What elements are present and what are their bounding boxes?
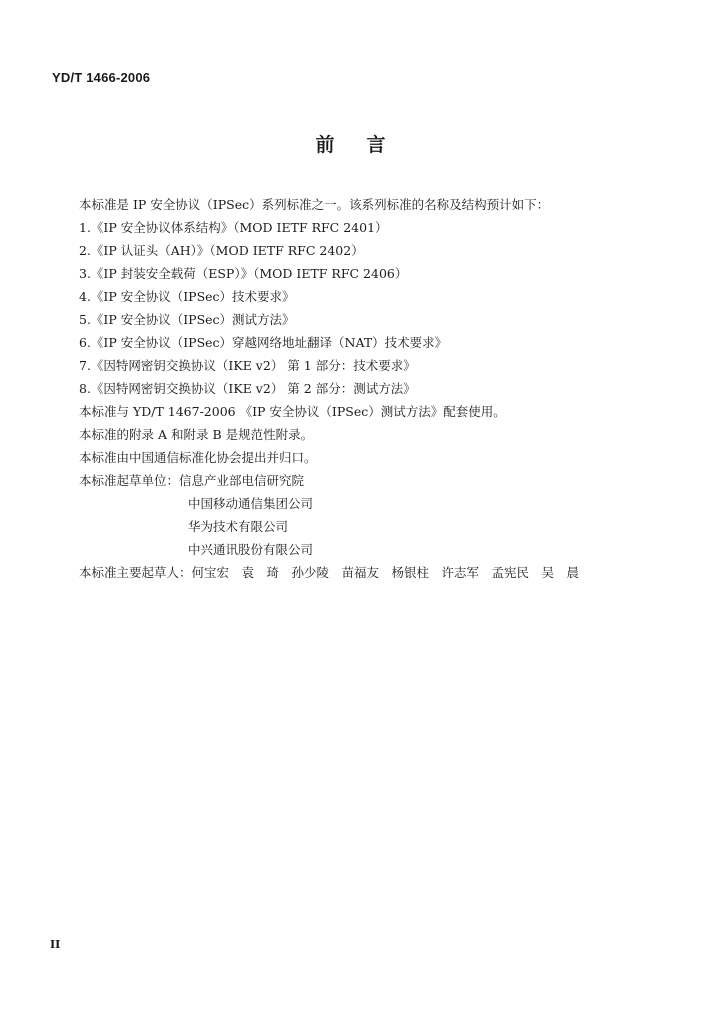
intro-line: 本标准是 IP 安全协议（IPSec）系列标准之一。该系列标准的名称及结构预计如下： — [79, 197, 550, 212]
page-title: 前言 — [315, 134, 418, 156]
drafting-unit: 中兴通讯股份有限公司 — [188, 542, 314, 557]
series-item-5: 5.《IP 安全协议（IPSec）测试方法》 — [79, 312, 295, 327]
drafting-units-line: 本标准起草单位：信息产业部电信研究院 — [79, 473, 305, 488]
drafting-unit: 华为技术有限公司 — [188, 519, 289, 534]
series-item-4: 4.《IP 安全协议（IPSec）技术要求》 — [79, 289, 295, 304]
series-item-3: 3.《IP 封装安全载荷（ESP）》（MOD IETF RFC 2406） — [79, 266, 408, 281]
series-item-7: 7.《因特网密钥交换协议（IKE v2） 第 1 部分：技术要求》 — [79, 358, 416, 373]
series-item-8: 8.《因特网密钥交换协议（IKE v2） 第 2 部分：测试方法》 — [79, 381, 416, 396]
proposer-line: 本标准由中国通信标准化协会提出并归口。 — [79, 450, 317, 465]
page-number: II — [50, 938, 61, 951]
series-item-6: 6.《IP 安全协议（IPSec）穿越网络地址翻译（NAT）技术要求》 — [79, 335, 448, 350]
foreword-body — [79, 193, 659, 584]
series-item-2: 2.《IP 认证头（AH）》（MOD IETF RFC 2402） — [79, 243, 364, 258]
series-item-1: 1.《IP 安全协议体系结构》（MOD IETF RFC 2401） — [79, 220, 388, 235]
annex-line: 本标准的附录 A 和附录 B 是规范性附录。 — [79, 427, 314, 442]
drafters-line: 本标准主要起草人：何宝宏 袁 琦 孙少陵 苗福友 杨银柱 许志军 孟宪民 吴 晨 — [79, 565, 580, 580]
companion-standard-line: 本标准与 YD/T 1467-2006 《IP 安全协议（IPSec）测试方法》配套使用。 — [79, 404, 506, 419]
document-code: YD/T 1466-2006 — [52, 70, 151, 85]
drafting-unit: 中国移动通信集团公司 — [188, 496, 314, 511]
